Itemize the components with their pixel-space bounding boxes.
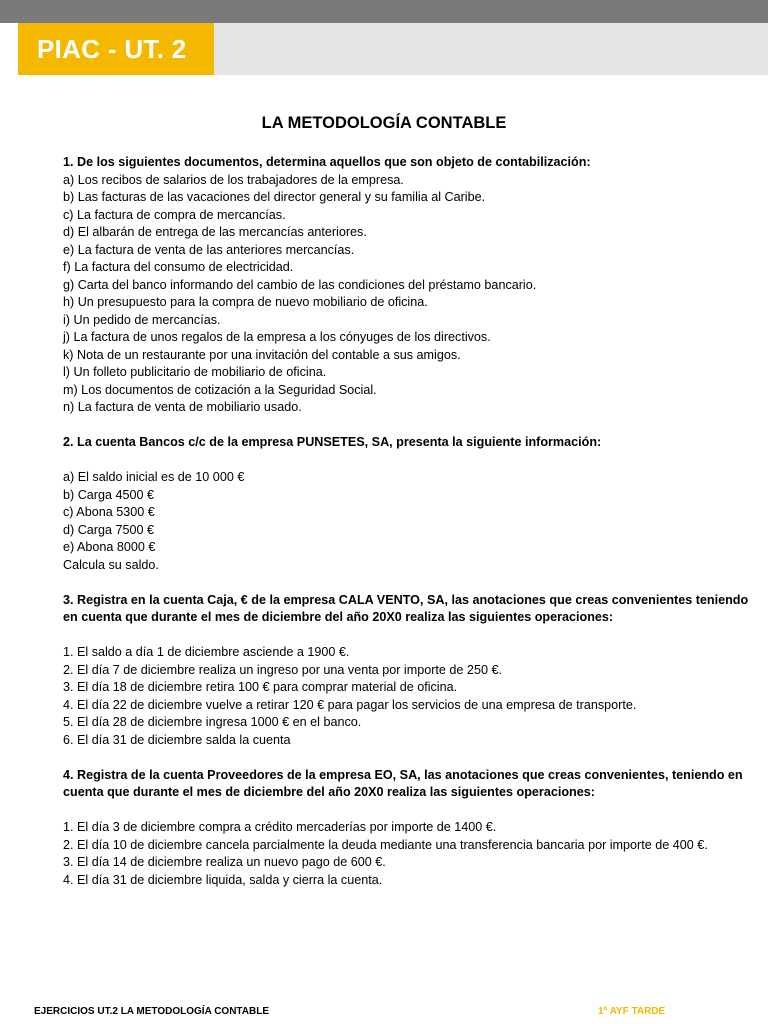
top-strip: [0, 0, 768, 23]
list-item: i) Un pedido de mercancías.: [63, 312, 221, 327]
question-4-heading-line-2: cuenta que durante el mes de diciembre del año 20X0 realiza las siguientes operaciones:: [63, 785, 595, 799]
spacer: [63, 802, 743, 820]
list-item: Calcula su saldo.: [63, 557, 159, 572]
list-item: 1. El saldo a día 1 de diciembre asciende a 1900 €.: [63, 645, 350, 659]
footer-left-text: EJERCICIOS UT.2 LA METODOLOGÍA CONTABLE: [34, 1006, 270, 1017]
header-band: [214, 23, 768, 75]
question-3-heading-line-1: 3. Registra en la cuenta Caja, € de la empresa CALA VENTO, SA, las anotaciones que creas convenientes teniendo: [63, 592, 749, 607]
spacer: [63, 417, 743, 435]
list-item: k) Nota de un restaurante por una invitación del contable a sus amigos.: [63, 347, 461, 362]
list-item: e) La factura de venta de las anteriores mercancías.: [63, 242, 355, 257]
list-item: 4. El día 22 de diciembre vuelve a retirar 120 € para pagar los servicios de una empresa de transporte.: [63, 697, 637, 712]
list-item: 3. El día 18 de diciembre retira 100 € para comprar material de oficina.: [63, 680, 458, 694]
document-title: LA METODOLOGÍA CONTABLE: [261, 114, 507, 132]
list-item: 3. El día 14 de diciembre realiza un nuevo pago de 600 €.: [63, 855, 386, 869]
list-item: a) Los recibos de salarios de los trabajadores de la empresa.: [63, 172, 404, 187]
question-3-heading-line-2: en cuenta que durante el mes de diciembre del año 20X0 realiza las siguientes operaciones:: [63, 610, 614, 624]
question-1-heading: 1. De los siguientes documentos, determina aquellos que son objeto de contabilización:: [63, 155, 591, 169]
footer-right-text: 1º AYF TARDE: [598, 1006, 666, 1017]
list-item: j) La factura de unos regalos de la empresa a los cónyuges de los directivos.: [63, 330, 491, 344]
question-4-heading-line-1: 4. Registra de la cuenta Proveedores de la empresa EO, SA, las anotaciones que creas convenientes, teniendo en: [63, 767, 743, 782]
list-item: 2. El día 10 de diciembre cancela parcialmente la deuda mediante una transferencia bancaria por importe de 400 €.: [63, 837, 708, 852]
list-item: 5. El día 28 de diciembre ingresa 1000 € en el banco.: [63, 715, 362, 729]
list-item: d) Carga 7500 €: [63, 522, 155, 537]
header-title: PIAC - UT. 2: [37, 34, 187, 64]
list-item: 1. El día 3 de diciembre compra a crédito mercaderías por importe de 1400 €.: [63, 820, 497, 834]
list-item: h) Un presupuesto para la compra de nuevo mobiliario de oficina.: [63, 295, 428, 309]
spacer: [63, 452, 743, 470]
list-item: e) Abona 8000 €: [63, 540, 156, 554]
list-item: g) Carta del banco informando del cambio de las condiciones del préstamo bancario.: [63, 277, 537, 292]
list-item: 4. El día 31 de diciembre liquida, salda y cierra la cuenta.: [63, 872, 383, 887]
spacer: [63, 627, 743, 645]
list-item: f) La factura del consumo de electricidad.: [63, 260, 294, 274]
list-item: n) La factura de venta de mobiliario usado.: [63, 400, 302, 414]
list-item: c) Abona 5300 €: [63, 505, 155, 519]
spacer: [63, 574, 743, 592]
spacer: [63, 749, 743, 767]
question-2-heading: 2. La cuenta Bancos c/c de la empresa PUNSETES, SA, presenta la siguiente información:: [63, 435, 602, 449]
list-item: 6. El día 31 de diciembre salda la cuenta: [63, 732, 291, 747]
list-item: a) El saldo inicial es de 10 000 €: [63, 470, 245, 484]
list-item: c) La factura de compra de mercancías.: [63, 207, 286, 222]
list-item: b) Carga 4500 €: [63, 487, 155, 502]
list-item: m) Los documentos de cotización a la Seguridad Social.: [63, 382, 377, 397]
list-item: l) Un folleto publicitario de mobiliario de oficina.: [63, 365, 327, 379]
document-body: [63, 154, 749, 889]
list-item: d) El albarán de entrega de las mercancías anteriores.: [63, 225, 367, 239]
list-item: b) Las facturas de las vacaciones del director general y su familia al Caribe.: [63, 190, 486, 204]
list-item: 2. El día 7 de diciembre realiza un ingreso por una venta por importe de 250 €.: [63, 662, 502, 677]
